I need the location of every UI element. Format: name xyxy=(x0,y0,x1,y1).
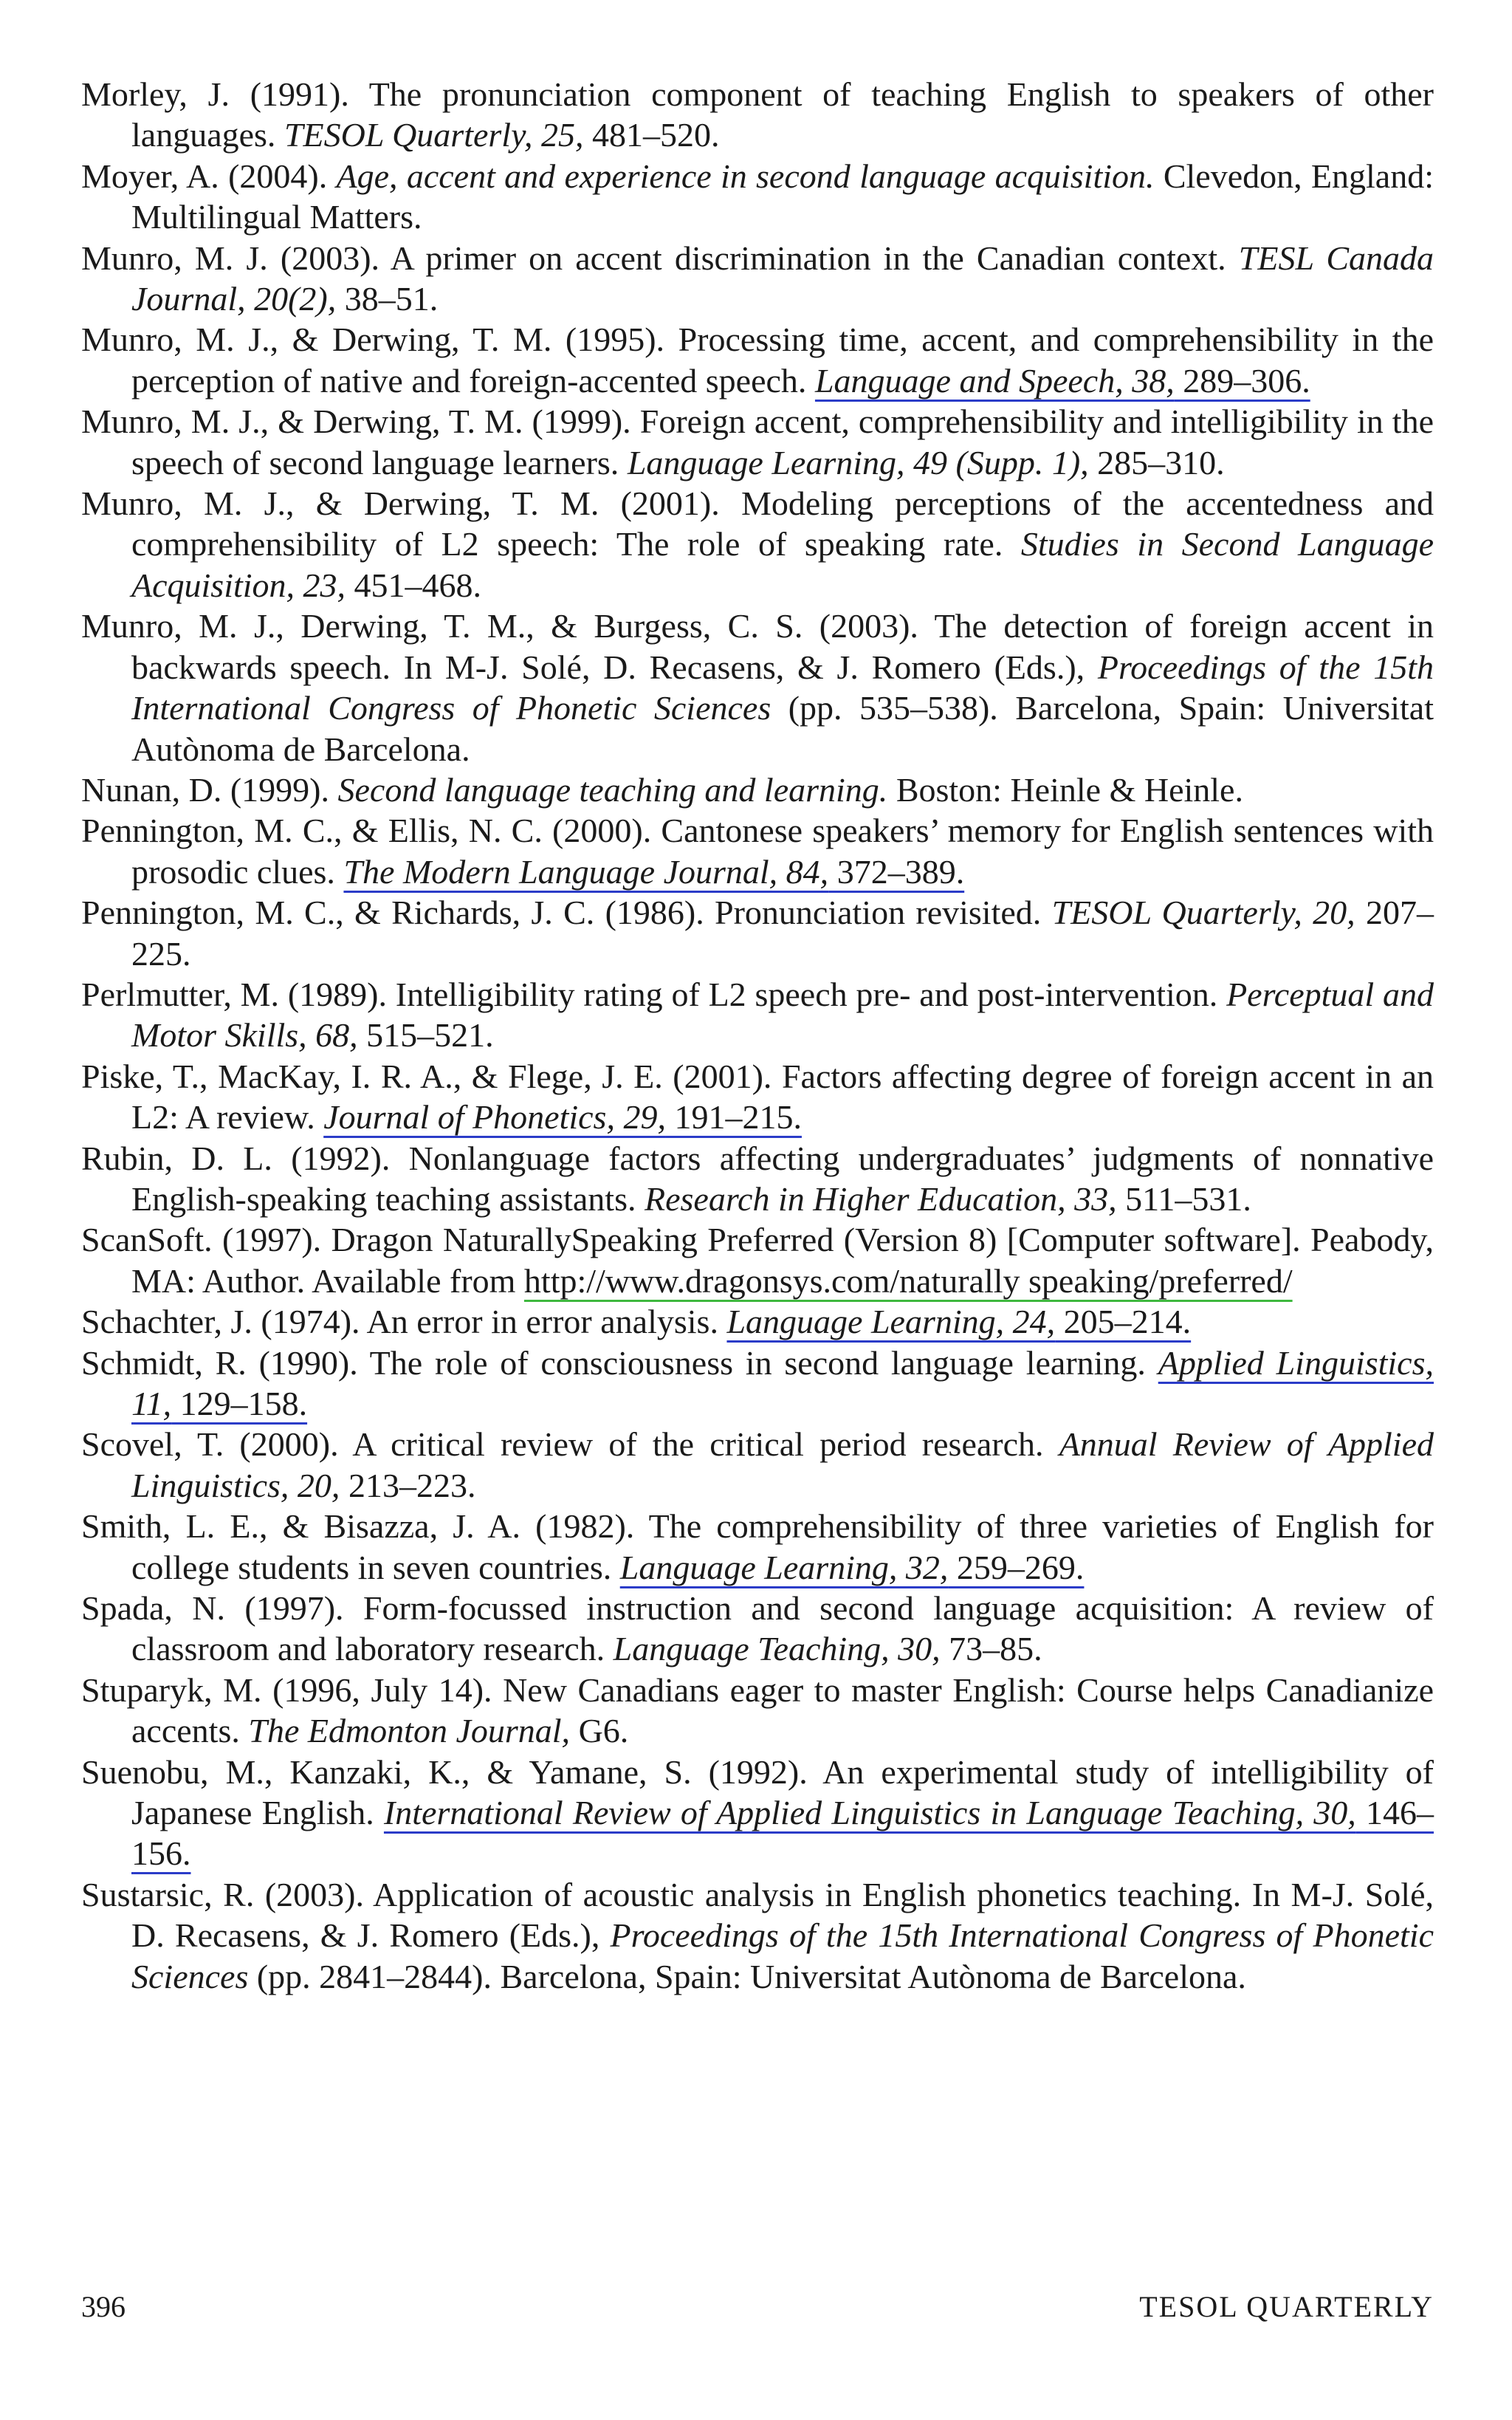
reference-entry xyxy=(81,483,1434,606)
journal-link[interactable]: 372–389. xyxy=(828,852,965,891)
reference-text: Munro, M. J. (2003). A primer on accent discrimination in the Canadian context. xyxy=(81,239,1239,277)
journal-link[interactable]: Language Learning, 24, xyxy=(726,1303,1056,1341)
reference-text: Rubin, D. L. (1992). Nonlanguage factors affecting undergraduates’ judgments of nonnative English-speaking teaching assistants. xyxy=(81,1139,1434,1218)
reference-text: Suenobu, M., Kanzaki, K., & Yamane, S. (1992). An experimental study of intelligibility of Japanese English. xyxy=(81,1752,1434,1832)
reference-entry xyxy=(81,401,1434,483)
reference-italic-text: TESL Canada Journal, 20(2), xyxy=(131,239,1434,318)
reference-text: Spada, N. (1997). Form-focussed instruction and second language acquisition: A review of classroom and laboratory research. xyxy=(81,1589,1434,1668)
reference-italic-text: Studies in Second Language Acquisition, 23, xyxy=(131,525,1434,604)
reference-entry xyxy=(81,1506,1434,1588)
running-title: TESOL QUARTERLY xyxy=(1139,2290,1434,2323)
journal-link[interactable]: 289–306. xyxy=(1174,361,1310,400)
reference-entry xyxy=(81,319,1434,401)
page-number: 396 xyxy=(81,2290,126,2323)
reference-italic-text: Language Learning, 49 (Supp. 1), xyxy=(627,443,1089,481)
reference-text: Stuparyk, M. (1996, July 14). New Canadians eager to master English: Course helps Canadianize accents. xyxy=(81,1670,1434,1750)
reference-text: Schmidt, R. (1990). The role of consciousness in second language learning. xyxy=(81,1343,1158,1382)
reference-text: Smith, L. E., & Bisazza, J. A. (1982). The comprehensibility of three varieties of English for college students in seven countries. xyxy=(81,1507,1434,1586)
reference-entry xyxy=(81,1670,1434,1752)
reference-entry xyxy=(81,974,1434,1056)
reference-entry xyxy=(81,1874,1434,1997)
reference-entry xyxy=(81,238,1434,320)
reference-italic-text: TESOL Quarterly, 20, xyxy=(1051,894,1355,932)
reference-italic-text: Research in Higher Education, 33, xyxy=(645,1179,1117,1218)
journal-link[interactable]: 129–158. xyxy=(171,1385,308,1422)
reference-text: Pennington, M. C., & Richards, J. C. (1986). Pronunciation revisited. xyxy=(81,894,1052,932)
reference-italic-text: TESOL Quarterly, 25, xyxy=(284,116,584,154)
reference-italic-text: Language Teaching, 30, xyxy=(613,1630,941,1668)
reference-entry xyxy=(81,1752,1434,1874)
reference-entry xyxy=(81,810,1434,892)
reference-text: ScanSoft. (1997). Dragon NaturallySpeaking Preferred (Version 8) [Computer software]. Peabody, MA: Author. Available from xyxy=(81,1221,1434,1300)
reference-entry xyxy=(81,1343,1434,1425)
reference-italic-text: Proceedings of the 15th International Congress of Phonetic Sciences xyxy=(131,1916,1434,1995)
reference-text: Munro, M. J., & Derwing, T. M. (1995). Processing time, accent, and comprehensibility in the perception of native and foreign-accented speech. xyxy=(81,321,1434,400)
journal-link[interactable]: 146–156. xyxy=(131,1794,1434,1873)
page-footer xyxy=(81,2289,1434,2324)
reference-entry xyxy=(81,1424,1434,1506)
reference-entry xyxy=(81,1588,1434,1670)
journal-link[interactable]: Language and Speech, 38, xyxy=(814,361,1175,400)
reference-text: 511–531. xyxy=(1116,1179,1251,1218)
reference-text: Pennington, M. C., & Ellis, N. C. (2000). Cantonese speakers’ memory for English sentences with prosodic clues. xyxy=(81,812,1434,891)
reference-text: 451–468. xyxy=(346,566,482,604)
reference-entry xyxy=(81,1301,1434,1342)
reference-text: Perlmutter, M. (1989). Intelligibility rating of L2 speech pre- and post-intervention. xyxy=(81,975,1227,1013)
reference-entry xyxy=(81,1219,1434,1301)
reference-text: Munro, M. J., Derwing, T. M., & Burgess, C. S. (2003). The detection of foreign accent in backwards speech. In M-J. Solé, D. Recasens, & J. Romero (Eds.), xyxy=(81,607,1434,686)
reference-italic-text: The Edmonton Journal, xyxy=(248,1712,571,1750)
reference-italic-text: Perceptual and Motor Skills, 68, xyxy=(131,975,1434,1055)
journal-link[interactable]: International Review of Applied Linguistics in Language Teaching, 30, xyxy=(383,1794,1356,1832)
url-link[interactable]: http://www.dragonsys.com/naturally speaking/preferred/ xyxy=(523,1261,1293,1300)
reference-entry xyxy=(81,1138,1434,1220)
reference-text: (pp. 535–538). Barcelona, Spain: Universitat Autònoma de Barcelona. xyxy=(131,689,1434,768)
reference-text: Clevedon, England: Multilingual Matters. xyxy=(131,157,1434,236)
reference-text: 73–85. xyxy=(940,1630,1042,1668)
reference-text: Schachter, J. (1974). An error in error analysis. xyxy=(81,1303,727,1341)
reference-text: 515–521. xyxy=(357,1016,494,1055)
reference-text: 481–520. xyxy=(583,116,720,154)
reference-text: Boston: Heinle & Heinle. xyxy=(887,770,1243,809)
reference-text: G6. xyxy=(570,1712,629,1750)
reference-italic-text: Second language teaching and learning. xyxy=(337,770,888,809)
reference-list xyxy=(81,74,1434,1997)
journal-link[interactable]: 259–269. xyxy=(948,1548,1085,1586)
journal-link[interactable]: 191–215. xyxy=(665,1098,802,1137)
reference-text: (pp. 2841–2844). Barcelona, Spain: Universitat Autònoma de Barcelona. xyxy=(248,1957,1246,1995)
reference-text: 207–225. xyxy=(131,894,1434,973)
reference-text: Nunan, D. (1999). xyxy=(81,770,338,809)
reference-text: Sustarsic, R. (2003). Application of acoustic analysis in English phonetics teaching. In M-J. Solé, D. Recasens, & J. Romero (Eds.), xyxy=(81,1875,1434,1955)
reference-text: 38–51. xyxy=(336,280,439,318)
reference-entry xyxy=(81,769,1434,810)
reference-text: Morley, J. (1991). The pronunciation component of teaching English to speakers of other languages. xyxy=(81,75,1434,154)
reference-text: Piske, T., MacKay, I. R. A., & Flege, J. E. (2001). Factors affecting degree of foreign accent in an L2: A review. xyxy=(81,1057,1434,1137)
reference-entry xyxy=(81,1056,1434,1138)
reference-entry xyxy=(81,156,1434,238)
reference-text: Scovel, T. (2000). A critical review of the critical period research. xyxy=(81,1425,1059,1464)
journal-link[interactable]: The Modern Language Journal, 84, xyxy=(343,852,829,891)
reference-text: Moyer, A. (2004). xyxy=(81,157,337,195)
reference-text: 285–310. xyxy=(1088,443,1225,481)
journal-link[interactable]: 205–214. xyxy=(1055,1303,1192,1341)
reference-italic-text: Proceedings of the 15th International Congress of Phonetic Sciences xyxy=(131,648,1434,727)
journal-link[interactable]: Language Learning, 32, xyxy=(619,1548,949,1586)
reference-italic-text: Annual Review of Applied Linguistics, 20, xyxy=(131,1425,1434,1504)
reference-entry xyxy=(81,892,1434,974)
reference-entry xyxy=(81,74,1434,156)
reference-italic-text: Age, accent and experience in second language acquisition. xyxy=(336,157,1155,195)
journal-link[interactable]: Applied Linguistics, 11, xyxy=(131,1343,1434,1422)
reference-text: Munro, M. J., & Derwing, T. M. (1999). Foreign accent, comprehensibility and intelligibility in the speech of second language learners. xyxy=(81,402,1434,481)
journal-link[interactable]: Journal of Phonetics, 29, xyxy=(323,1098,666,1137)
reference-text: 213–223. xyxy=(340,1466,476,1504)
reference-text: Munro, M. J., & Derwing, T. M. (2001). Modeling perceptions of the accentedness and comprehensibility of L2 speech: The role of speaking rate. xyxy=(81,484,1434,563)
reference-entry xyxy=(81,606,1434,769)
